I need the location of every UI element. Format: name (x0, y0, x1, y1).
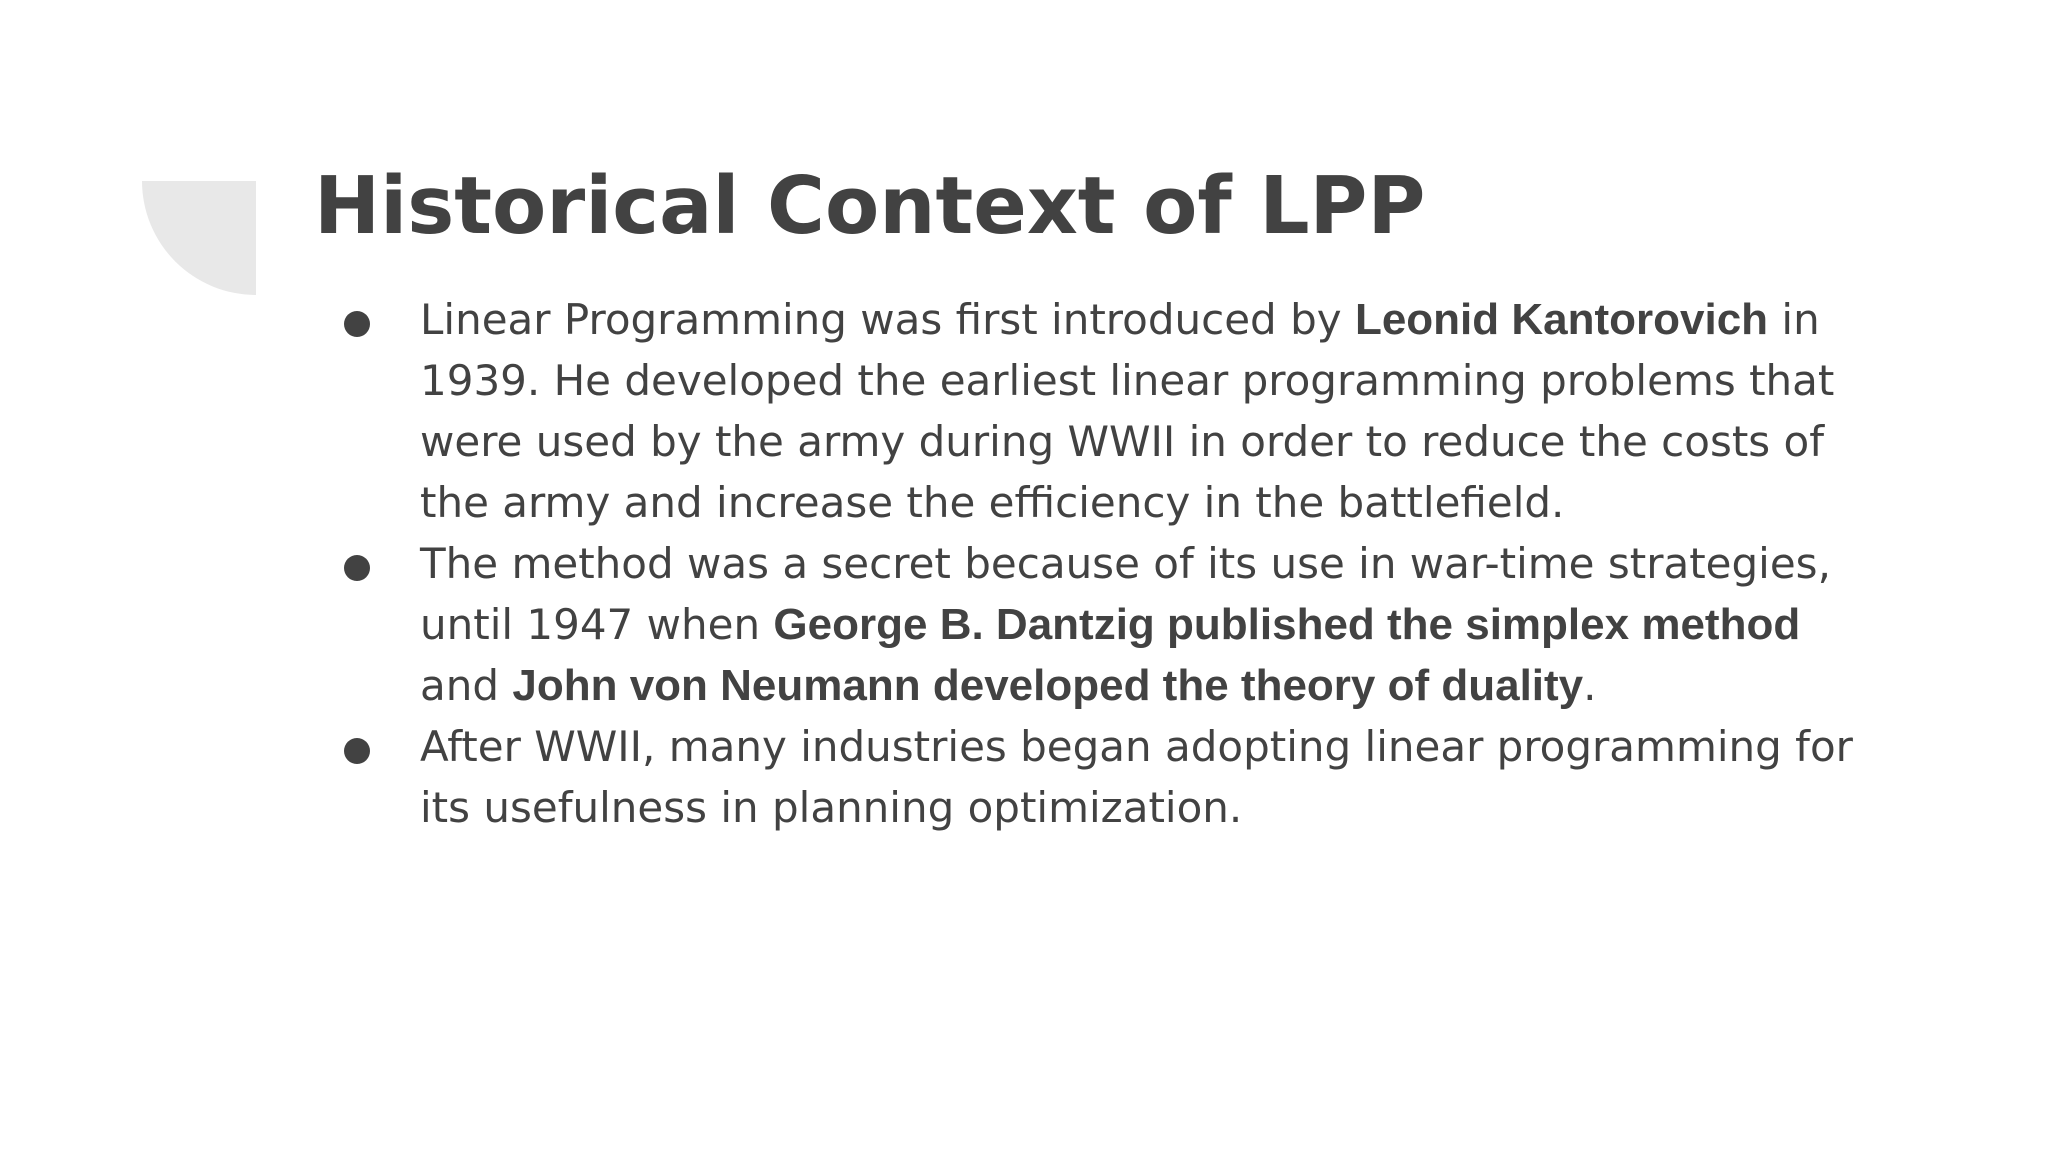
slide-title: Historical Context of LPP (314, 160, 1426, 252)
bullet-bold-text: George B. Dantzig published the simplex method (773, 600, 1801, 649)
bullet-item (340, 289, 1860, 533)
bullet-item (340, 533, 1860, 716)
bullet-dot-icon (344, 311, 370, 337)
bullet-bold-text: John von Neumann developed the theory of duality (512, 661, 1584, 710)
bullet-text: . (1583, 661, 1597, 710)
bullet-text: The method was a secret because of its use in war-time strategies, until 1947 when (420, 539, 1831, 649)
bullet-text: After WWII, many industries began adopting linear programming for its usefulness in planning optimization. (420, 722, 1853, 832)
bullet-dot-icon (344, 738, 370, 764)
bullet-list (340, 289, 1860, 838)
bullet-dot-icon (344, 555, 370, 581)
bullet-item (340, 716, 1860, 838)
bullet-text: in 1939. He developed the earliest linear programming problems that were used by the army during WWII in order to reduce the costs of the army and increase the efficiency in the battlefield. (420, 295, 1835, 527)
corner-decoration (142, 181, 256, 295)
bullet-bold-text: Leonid Kantorovich (1354, 295, 1769, 344)
bullet-text: Linear Programming was first introduced by (420, 295, 1355, 344)
bullet-text: and (420, 661, 513, 710)
